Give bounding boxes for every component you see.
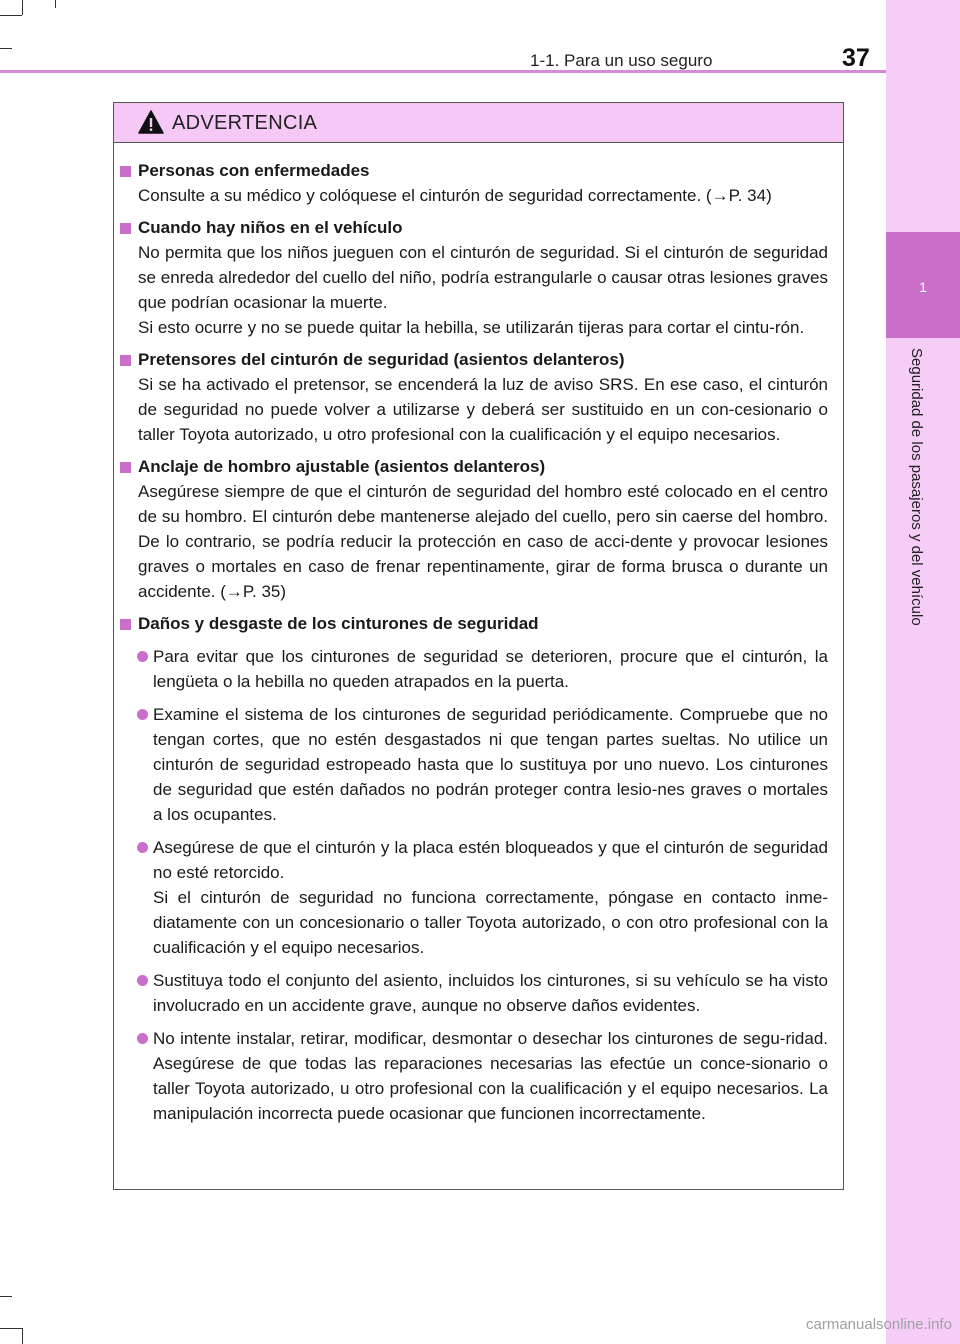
section-title xyxy=(120,454,828,479)
warning-section xyxy=(120,215,828,340)
watermark: carmanualsonline.info xyxy=(806,1316,952,1333)
bullet-text: Sustituya todo el conjunto del asiento, incluidos los cinturones, si su vehículo se ha visto involucrado en un accidente grave, aunque no observe daños evidentes. xyxy=(153,971,828,1015)
warning-header xyxy=(114,103,843,143)
bullet-item xyxy=(120,1026,828,1126)
warning-content xyxy=(120,158,828,1133)
crop-mark xyxy=(0,1328,22,1329)
section-title-text: Personas con enfermedades xyxy=(138,161,370,180)
section-paragraph: Asegúrese siempre de que el cinturón de seguridad del hombro esté colocado en el centro de su hombro. El cinturón debe mantenerse alejado del cuello, pero sin caerse del hombro. De lo contrario, se podría reducir la protección en caso de acci-dente y provocar lesiones graves o mortales en caso de frenar repentinamente, girar de forma brusca o durante un accidente. (→P. 35) xyxy=(138,482,828,601)
bullet-text: No intente instalar, retirar, modificar, desmontar o desechar los cinturones de segu-ridad. Asegúrese de que todas las reparaciones necesarias las efectúe un conce-sionario o taller Toyota autorizado, u otro profesional con la cualificación y el equipo necesarios. La manipulación incorrecta puede ocasionar que funcionen incorrectamente. xyxy=(153,1029,828,1123)
round-bullet-icon xyxy=(137,975,148,986)
warning-section xyxy=(120,454,828,604)
warning-triangle-icon xyxy=(138,110,164,134)
section-paragraph: No permita que los niños jueguen con el cinturón de seguridad. Si el cinturón de seguridad se enreda alrededor del cuello del niño, podría estrangularle o causar otras lesiones graves que podrían ocasionar la muerte. xyxy=(138,243,828,312)
chapter-number: 1 xyxy=(919,279,927,295)
round-bullet-icon xyxy=(137,1033,148,1044)
warning-section xyxy=(120,347,828,447)
section-title-text: Daños y desgaste de los cinturones de seguridad xyxy=(138,614,539,633)
square-bullet-icon xyxy=(120,462,131,473)
crop-mark xyxy=(0,1296,12,1297)
section-title-text: Pretensores del cinturón de seguridad (asientos delanteros) xyxy=(138,350,625,369)
warning-title: ADVERTENCIA xyxy=(172,112,318,134)
section-title-text: Anclaje de hombro ajustable (asientos delanteros) xyxy=(138,457,546,476)
section-title xyxy=(120,158,828,183)
section-paragraph: Consulte a su médico y colóquese el cinturón de seguridad correctamente. (→P. 34) xyxy=(138,186,772,205)
bullet-item xyxy=(120,968,828,1018)
crop-mark xyxy=(0,15,22,16)
square-bullet-icon xyxy=(120,355,131,366)
square-bullet-icon xyxy=(120,223,131,234)
warning-section xyxy=(120,611,828,1126)
section-title xyxy=(120,611,828,636)
section-paragraph: Si esto ocurre y no se puede quitar la hebilla, se utilizarán tijeras para cortar el cintu-rón. xyxy=(138,318,805,337)
bullet-item xyxy=(120,702,828,827)
square-bullet-icon xyxy=(120,166,131,177)
round-bullet-icon xyxy=(137,842,148,853)
square-bullet-icon xyxy=(120,619,131,630)
page-number: 37 xyxy=(842,44,870,72)
chapter-label: Seguridad de los pasajeros y del vehículo xyxy=(908,348,925,626)
section-paragraph: Si se ha activado el pretensor, se encenderá la luz de aviso SRS. En ese caso, el cinturón de seguridad no puede volver a utilizarse y deberá ser sustituido en un con-cesionario o taller Toyota autorizado, u otro profesional con la cualificación y el equipo necesarios. xyxy=(138,375,828,444)
bullet-text: Para evitar que los cinturones de seguridad se deterioren, procure que el cinturón, la lengüeta o la hebilla no queden atrapados en la puerta. xyxy=(153,647,828,691)
bullet-text: Examine el sistema de los cinturones de seguridad periódicamente. Compruebe que no tengan cortes, que no estén desgastados ni que tengan partes sueltas. No utilice un cinturón de seguridad estropeado hasta que lo sustituya por uno nuevo. Los cinturones de seguridad que estén dañados no podrán proteger contra lesio-nes graves o mortales a los ocupantes. xyxy=(153,705,828,824)
header-rule xyxy=(0,70,886,73)
warning-section xyxy=(120,158,828,208)
crop-mark xyxy=(55,0,56,8)
round-bullet-icon xyxy=(137,651,148,662)
crop-mark xyxy=(22,1328,23,1344)
section-title-text: Cuando hay niños en el vehículo xyxy=(138,218,403,237)
bullet-text: Asegúrese de que el cinturón y la placa estén bloqueados y que el cinturón de seguridad no esté retorcido. Si el cinturón de seguridad no funciona correctamente, póngase en contacto inme-diatamente con un concesionario o taller Toyota autorizado, o con otro profesional con la cualificación y el equipo necesarios. xyxy=(153,838,828,957)
crop-mark xyxy=(0,48,12,49)
bullet-item xyxy=(120,644,828,694)
running-header: 1-1. Para un uso seguro xyxy=(530,51,713,70)
crop-mark xyxy=(22,0,23,15)
bullet-item xyxy=(120,835,828,960)
round-bullet-icon xyxy=(137,709,148,720)
section-title xyxy=(120,347,828,372)
section-title xyxy=(120,215,828,240)
